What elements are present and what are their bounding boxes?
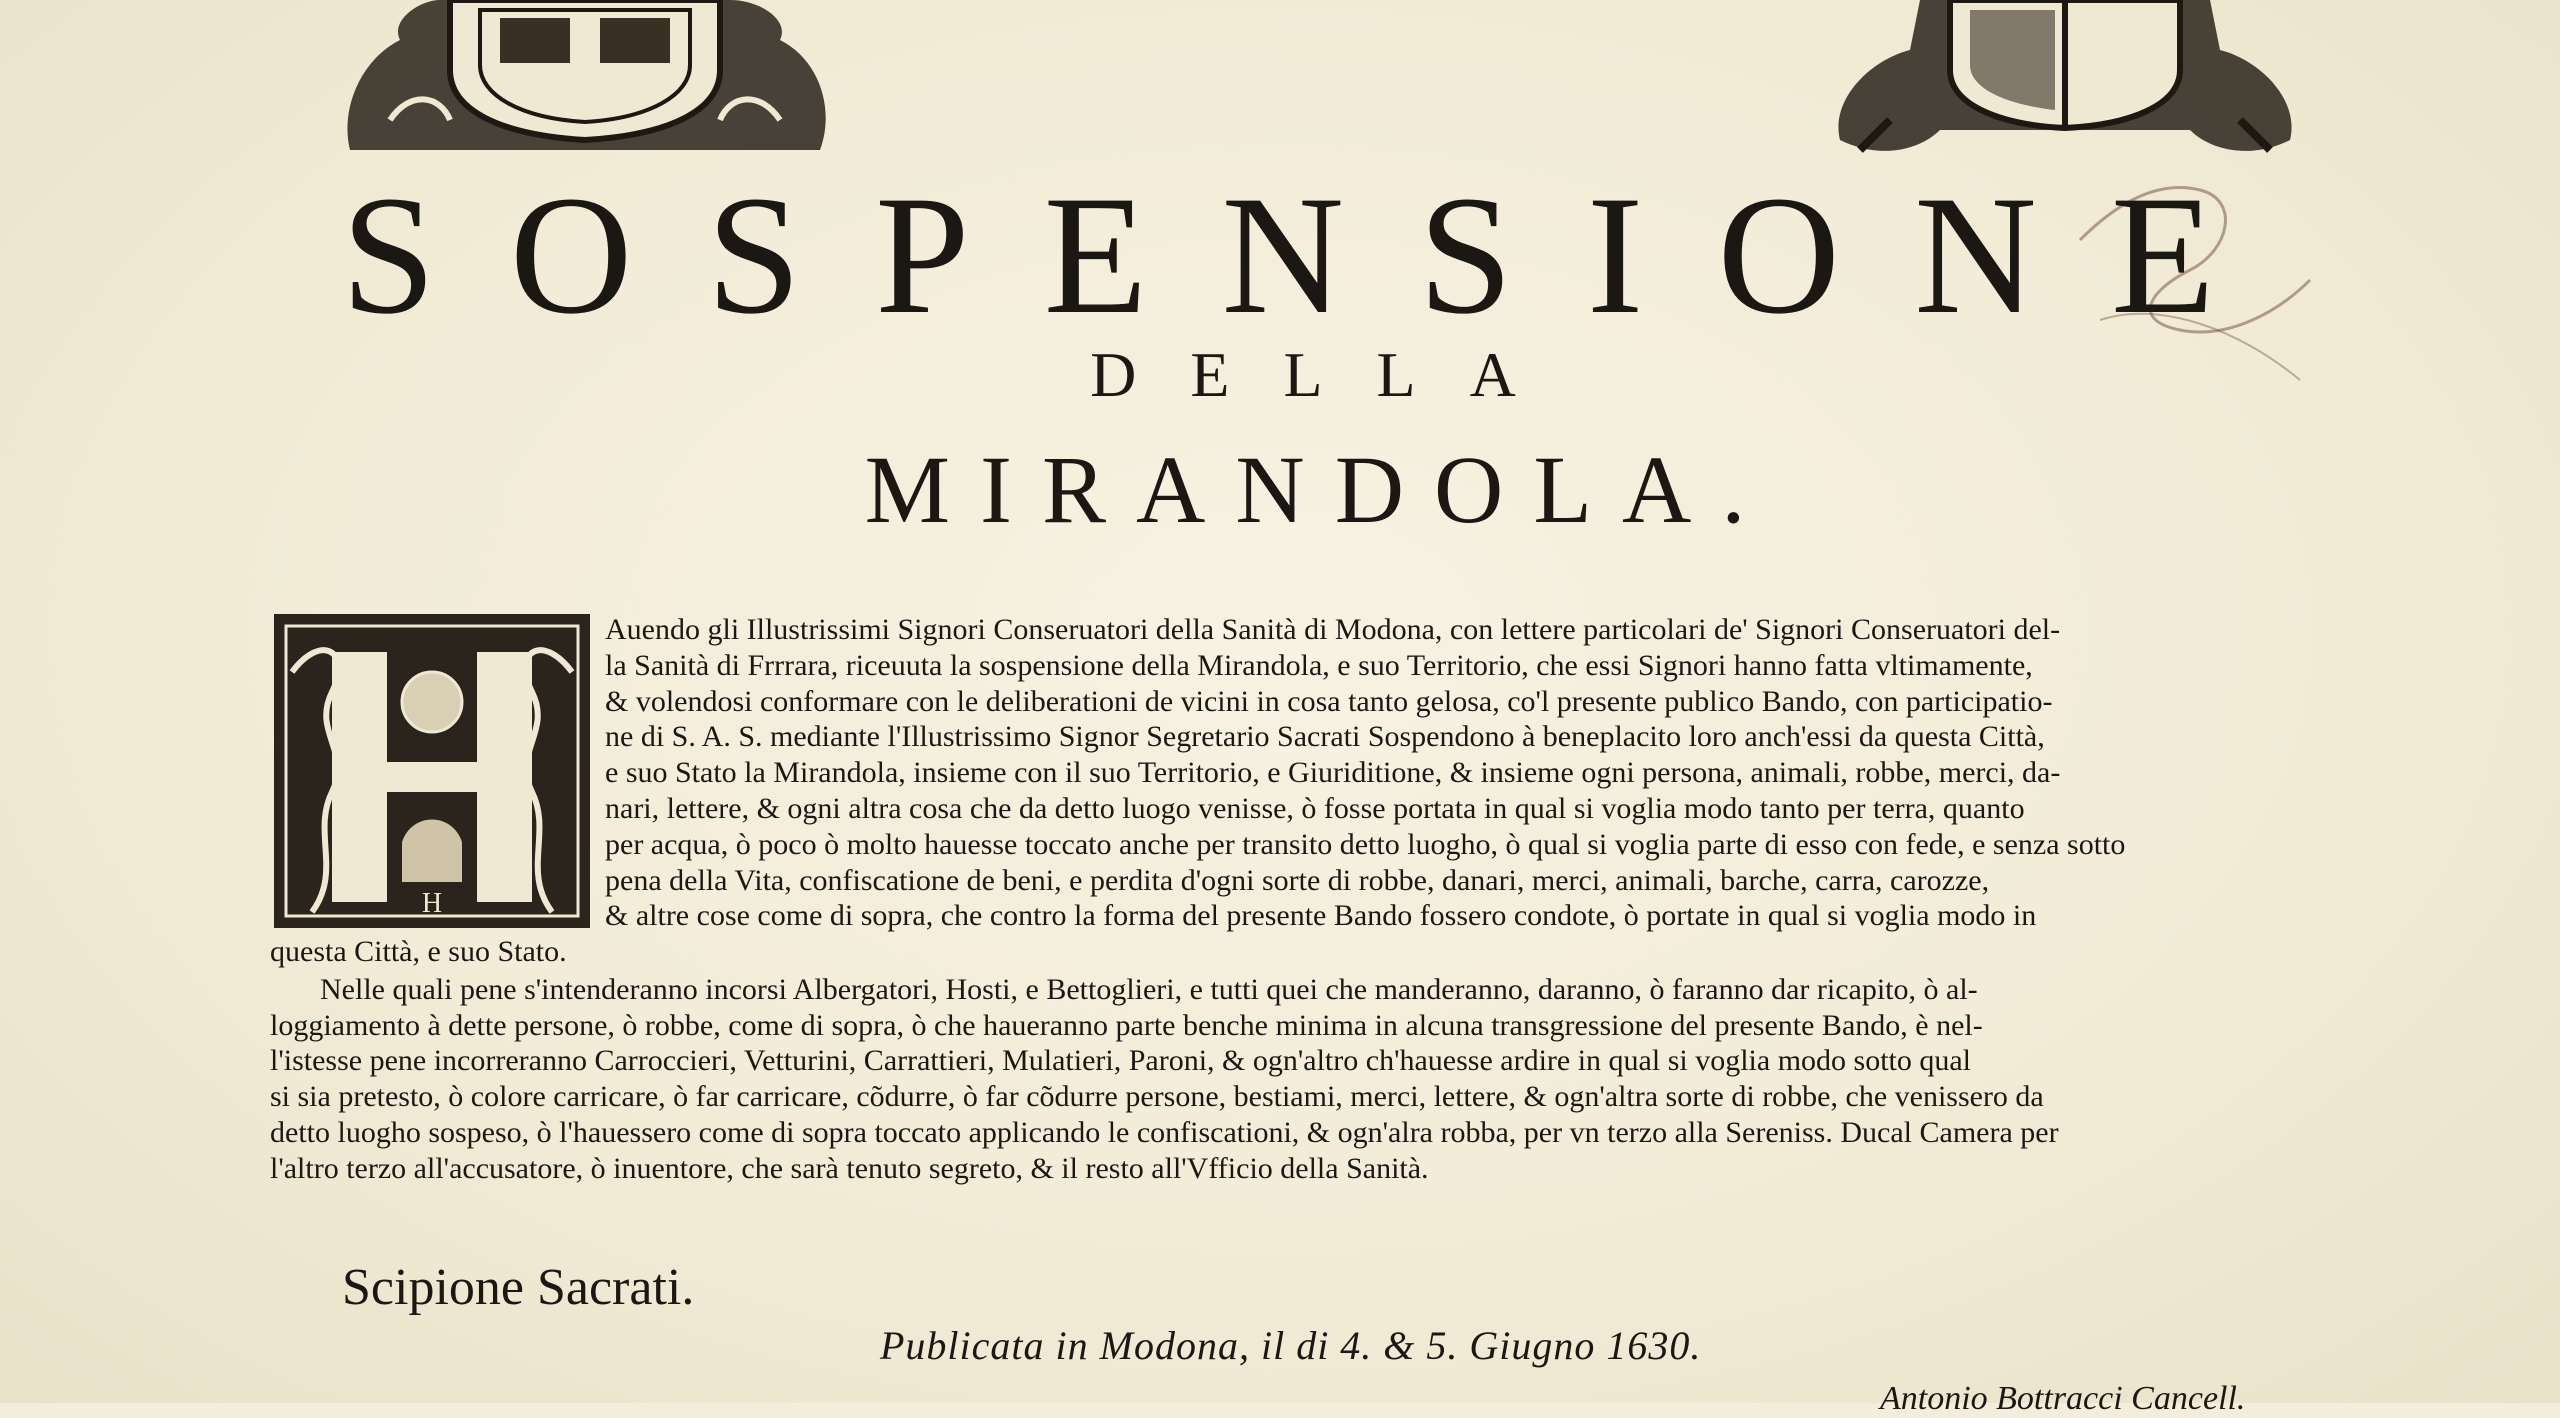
paragraph-2-line: detto luogho sospeso, ò l'hauessero come di sopra toccato applicando le confiscationi, & ogn'alra robba, per vn terzo alla Sereniss. Ducal Camera per xyxy=(270,1115,2059,1149)
paragraph-1-line: nari, lettere, & ogni altra cosa che da detto luogo venisse, ò fosse portata in qual si voglia modo tanto per terra, quanto xyxy=(605,791,2025,825)
publication-line: Publicata in Modona, il di 4. & 5. Giugno 1630. xyxy=(880,1323,1702,1368)
paragraph-2-line: loggiamento à dette persone, ò robbe, come di sopra, ò che haueranno parte benche minima in alcuna transgressione del presente Bando, è nel- xyxy=(270,1008,1983,1042)
paragraph-1-line: Auendo gli Illustrissimi Signori Conseruatori della Sanità di Modona, con lettere particolari de' Signori Conseruatori del- xyxy=(605,613,2061,646)
paragraph-1-line: e suo Stato la Mirandola, insieme con il suo Territorio, e Giuriditione, & insieme ogni persona, animali, robbe, merci, da- xyxy=(605,756,2061,790)
paragraph-1 xyxy=(270,612,2340,970)
document-title: SOSPENSIONE xyxy=(341,161,2289,349)
paragraph-2-line: Nelle quali pene s'intenderanno incorsi Albergatori, Hosti, e Bettoglieri, e tutti quei che manderanno, daranno, ò faranno dar ricapito, ò al- xyxy=(320,973,1978,1006)
paragraph-1-line: & altre cose come di sopra, che contro la forma del presente Bando fossero condote, ò portate in qual si voglia modo in xyxy=(605,899,2037,933)
paragraph-2-line: si sia pretesto, ò colore carricare, ò far carricare, cõdurre, ò far cõdurre persone, bestiami, merci, lettere, & ogn'altra sorte di robbe, che venissero da xyxy=(270,1080,2044,1114)
document-subtitle-della: DELLA xyxy=(1090,339,1570,410)
paragraph-1-line: pena della Vita, confiscatione de beni, e perdita d'ogni sorte di robbe, danari, merci, animali, barche, carra, carozze, xyxy=(605,863,1990,897)
paragraph-2-line: l'altro terzo all'accusatore, ò inuentore, che sarà tenuto segreto, & il resto all'Vfficio della Sanità. xyxy=(270,1151,1429,1185)
paragraph-2-line: l'istesse pene incorreranno Carroccieri, Vetturini, Carrattieri, Mulatieri, Paroni, & ogn'altro ch'hauesse ardire in qual si voglia modo sotto qual xyxy=(270,1044,1972,1078)
drop-cap-letter: H xyxy=(421,888,443,919)
paragraph-2 xyxy=(270,972,2340,1186)
paragraph-1-line: & volendosi conformare con le deliberationi de vicini in cosa tanto gelosa, co'l presente publico Bando, con participatio- xyxy=(605,684,2053,718)
paragraph-1-line: per acqua, ò poco ò molto hauesse toccato anche per transito detto luogho, ò qual si voglia parte di esso con fede, e senza sotto xyxy=(605,827,2126,861)
left-coat-of-arms xyxy=(330,0,840,150)
paragraph-1-line: ne di S. A. S. mediante l'Illustrissimo Signor Segretario Sacrati Sospendono à beneplacito loro anch'essi da questa Città, xyxy=(605,720,2045,754)
paragraph-1-line: questa Città, e suo Stato. xyxy=(270,935,567,969)
document-subtitle-mirandola: MIRANDOLA. xyxy=(864,436,1776,543)
signature: Scipione Sacrati. xyxy=(342,1259,695,1316)
chancellor-signature: Antonio Bottracci Cancell. xyxy=(1880,1380,2246,1417)
paragraph-1-line: la Sanità di Frrrara, riceuuta la sospensione della Mirandola, e suo Territorio, che essi Signori hanno fatta vltimamente, xyxy=(605,648,2033,682)
